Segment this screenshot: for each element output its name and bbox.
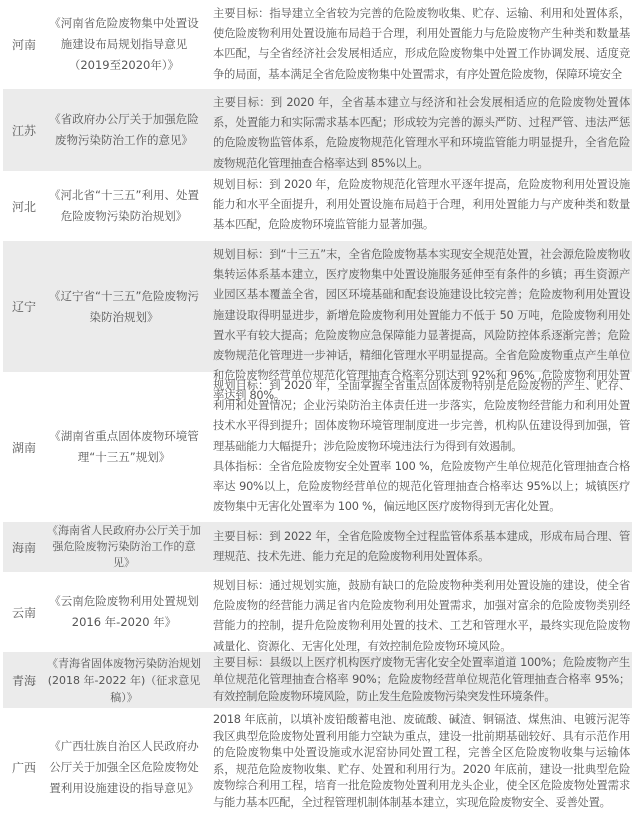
document-title-cell: 《广西壮族自治区人民政府办公厅关于加强全区危险废物处置利用设施建设的指导意见》 xyxy=(49,738,199,795)
goal-text: 主要目标：指导建立全省较为完善的危险废物收集、贮存、运输、利用和处置体系，使危险废物利用处置设施布局趋于合理，利用处置能力与危险废物产生种类和数量基本匹配，与全省经济社会发展相适应，形成危险废物集中处置工作协调发展、适度竞争的局面，基本满足全省危险废物集中处置需求，有序处置危险废物，保障环境安全 xyxy=(213,7,630,81)
province-cell: 河南 xyxy=(11,38,36,52)
goal-indicator-text: 具体指标：全省危险废物安全处置率 100 %，危险废物产生单位规范化管理抽查合格率达 90%以上，危险废物经营单位的规范化管理抽查合格率达 95%以上；城镇医疗废物集中无害化处置率为 100 %，偏远地区医疗废物得到无害化处置。 xyxy=(213,459,630,514)
document-title-cell: 《省政府办公厅关于加强危险废物污染防治工作的意见》 xyxy=(49,112,199,147)
province-cell: 云南 xyxy=(11,605,36,620)
table-row-qinghai xyxy=(3,652,632,708)
document-title-cell: 《河北省“十三五”利用、处置危险废物污染防治规划》 xyxy=(49,188,199,223)
province-cell: 河北 xyxy=(11,199,36,214)
table-row-liaoning xyxy=(3,241,632,403)
goal-text: 2018 年底前，以填补废铅酸蓄电池、废硫酸、碱渣、铜镉渣、煤焦油、电镀污泥等我区典型危险废物处置利用能力空缺为重点，建设一批前期基础较好、具有示范作用的危险废物集中处置设施或水泥窑协同处置工程，完善全区危险废物收集与运输体系，规范危险废物收集、贮存、处置和利用行为。2020 年底前，建设一批典型危险废物综合利用工程，培育一批危险废物处置利用龙头企业，使全区危险废物处置需求与能力基本匹配，全过程管理机制体制基本建立，实现危险废物安全、妥善处置。 xyxy=(213,713,630,809)
document-title-cell: 《青海省固体废物污染防治规划(2018 年-2022 年)（征求意见稿）》 xyxy=(47,656,201,704)
goals-cell xyxy=(205,0,632,89)
table-row-hainan xyxy=(3,522,632,572)
document-title-cell: 《海南省人民政府办公厅关于加强危险废物污染防治工作的意见》 xyxy=(47,524,201,569)
goal-text: 规划目标：通过规划实施，鼓励有缺口的危险废物种类利用处置设施的建设，使全省危险废物的经营能力满足省内危险废物利用处置需求，加强对富余的危险废物类别经营能力的控制，提升危险废物利用处置的技术、工艺和管理水平，最终实现危险废物减量化、资源化、无害化处理，有效控制危险废物环境风险。 xyxy=(213,579,630,653)
goals-cell xyxy=(205,171,632,241)
document-title-cell: 《河南省危险废物集中处置设施建设布局规划指导意见（2019至2020年）》 xyxy=(49,16,199,72)
goals-cell xyxy=(205,652,632,708)
goal-text: 主要目标：到 2022 年，全省危险废物全过程监管体系基本建成，形成布局合理、管理规范、技术先进、能力充足的危险废物利用处置体系。 xyxy=(213,529,630,563)
goals-cell xyxy=(205,372,632,522)
goal-text: 主要目标：到 2020 年，全省基本建立与经济和社会发展相适应的危险废物处置体系，处置能力和实际需求基本匹配；形成较为完善的源头严防、过程严管、违法严惩的危险废物监管体系，危险废物规范化管理水平和环境监管能力明显提升，全省危险废物规范化管理抽查合格率达到 85%以上。 xyxy=(213,96,630,170)
document-title-cell: 《辽宁省“十三五”危险废物污染防治规划》 xyxy=(49,288,199,324)
document-title-cell: 《湖南省重点固体废物环境管理“十三五”规划》 xyxy=(49,429,199,464)
goal-text: 主要目标：县级以上医疗机构医疗废物无害化安全处置率道道 100%；危险废物产生单位规范化管理抽查合格率 90%；危险废物经营单位规范化管理抽查合格率 95%；有效控制危险废物环境风险，防止发生危险废物污染突发性环境条件。 xyxy=(213,656,630,703)
province-cell: 辽宁 xyxy=(11,300,36,314)
goal-text: 规划目标：到 2020 年，危险废物规范化管理水平逐年提高，危险废物利用处置设施能力和水平全面提升，利用处置设施布局趋于合理，利用处置能力与产废种类和数量基本匹配，危险废物环境监管能力显著加强。 xyxy=(213,178,630,232)
table-row-henan xyxy=(3,0,632,89)
goal-text: 规划目标：到“十三五”末，全省危险废物基本实现安全规范处置，社会源危险废物收集转运体系基本建立，医疗废物集中处置设施服务延伸至有条件的乡镇；再生资源产业园区基本覆盖全省，园区环境基础和配套设施建设比较完善；危险废物利用处置设施建设取得明显进步，新增危险废物利用处置能力不低于 50 万吨，危险废物利用处置水平有较大提高；危险废物应急保障能力显著提高，风险防控体系逐渐完善；危险废物规范化管理进一步神话，精细化管理水平明显提高。全省危险废物重点产生单位和危险废物经营单位规范化管理抽查合格率分别达到 92%和 96% ,危险废物利用处置率达到 80%。 xyxy=(213,248,630,403)
goals-cell xyxy=(205,241,632,403)
table-row-hebei xyxy=(3,171,632,241)
province-cell: 广西 xyxy=(11,760,36,775)
table-row-yunnan xyxy=(3,572,632,652)
goal-text: 规划目标：到 2020 年，全面掌握全省重点固体废物特别是危险废物的产生、贮存、利用和处置情况；企业污染防治主体责任进一步落实，危险废物经营能力和利用处置技术水平得到提升；固体废物环境管理制度进一步完善，机构队伍建设得到加强，管理基础能力大幅提升；涉危险废物环境违法行为得到有效遏制。 xyxy=(213,379,630,453)
province-cell: 江苏 xyxy=(11,123,36,138)
goals-cell xyxy=(205,522,632,572)
table-row-guangxi xyxy=(3,708,632,826)
goals-cell xyxy=(205,572,632,652)
province-cell: 湖南 xyxy=(11,440,36,455)
province-cell: 海南 xyxy=(11,540,36,555)
table-row-jiangsu xyxy=(3,89,632,171)
goals-cell xyxy=(205,708,632,826)
province-cell: 青海 xyxy=(11,673,36,688)
document-title-cell: 《云南危险废物利用处置规划2016 年-2020 年》 xyxy=(49,594,199,629)
table-row-hunan xyxy=(3,372,632,522)
goals-cell xyxy=(205,89,632,171)
